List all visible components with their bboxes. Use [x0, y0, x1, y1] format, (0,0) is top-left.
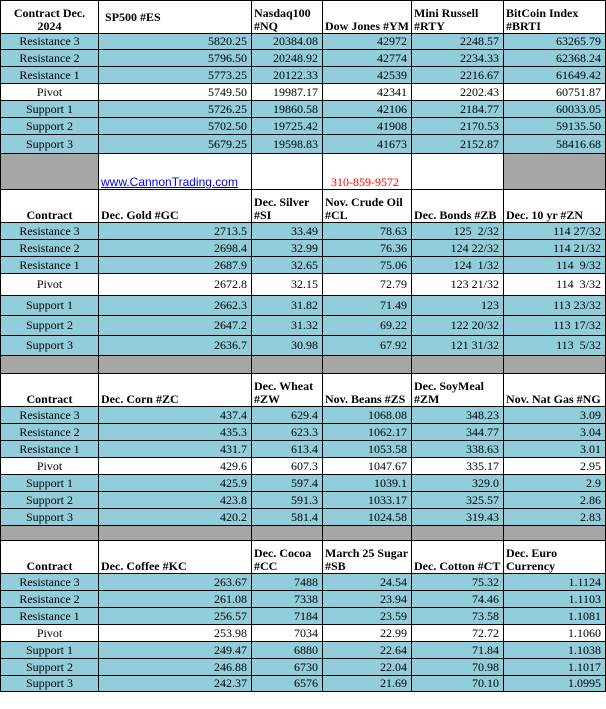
instrument-header: Dec. 10 yr #ZN — [504, 190, 606, 223]
level-value: 1033.17 — [323, 492, 412, 509]
level-value: 5679.25 — [99, 135, 252, 154]
level-value: 2698.4 — [99, 240, 252, 257]
level-value: 7488 — [252, 574, 323, 591]
section-header-row — [1, 190, 606, 223]
level-value: 3.09 — [504, 407, 606, 424]
level-value: 41673 — [323, 135, 412, 154]
level-value: 246.88 — [99, 659, 252, 676]
level-value: 6730 — [252, 659, 323, 676]
website-link[interactable]: www.CannonTrading.com — [101, 175, 238, 189]
level-value: 2184.77 — [412, 101, 504, 118]
section-separator — [1, 356, 606, 374]
instrument-header: Nov. Nat Gas #NG — [504, 374, 606, 407]
instrument-header: Mini Russell #RTY — [412, 1, 504, 34]
level-label: Resistance 3 — [1, 407, 99, 424]
section-separator — [1, 526, 606, 541]
instrument-header: Dec. Corn #ZC — [99, 374, 252, 407]
level-value: 124 22/32 — [412, 240, 504, 257]
level-value: 1053.58 — [323, 441, 412, 458]
level-value: 42774 — [323, 50, 412, 67]
instrument-header: Nasdaq100 #NQ — [252, 1, 323, 34]
table-row — [1, 135, 606, 154]
level-value: 597.4 — [252, 475, 323, 492]
level-label: Resistance 1 — [1, 608, 99, 625]
level-value: 59135.50 — [504, 118, 606, 135]
instrument-header: Dec. Wheat #ZW — [252, 374, 323, 407]
level-value: 256.57 — [99, 608, 252, 625]
level-value: 6880 — [252, 642, 323, 659]
level-value: 607.3 — [252, 458, 323, 475]
level-value: 1.1103 — [504, 591, 606, 608]
table-row — [1, 34, 606, 50]
table-row — [1, 591, 606, 608]
level-value: 72.79 — [323, 274, 412, 296]
table-row — [1, 407, 606, 424]
level-value: 431.7 — [99, 441, 252, 458]
level-value: 5749.50 — [99, 84, 252, 101]
table-row — [1, 296, 606, 316]
level-value: 5773.25 — [99, 67, 252, 84]
level-value: 1.1124 — [504, 574, 606, 591]
level-label: Support 2 — [1, 118, 99, 135]
level-value: 7184 — [252, 608, 323, 625]
level-value: 114 9/32 — [504, 257, 606, 274]
instrument-header: Nov. Beans #ZS — [323, 374, 412, 407]
level-value: 2713.5 — [99, 223, 252, 240]
level-value: 125 2/32 — [412, 223, 504, 240]
contract-header: Contract — [1, 190, 99, 223]
level-value: 71.84 — [412, 642, 504, 659]
table-row — [1, 257, 606, 274]
instrument-header: Dec. Cocoa #CC — [252, 541, 323, 574]
level-value: 32.65 — [252, 257, 323, 274]
level-value: 7034 — [252, 625, 323, 642]
level-value: 20122.33 — [252, 67, 323, 84]
table-row — [1, 625, 606, 642]
level-value: 591.3 — [252, 492, 323, 509]
level-label: Resistance 3 — [1, 223, 99, 240]
level-label: Resistance 2 — [1, 240, 99, 257]
contract-header: Contract Dec. 2024 — [1, 1, 99, 34]
level-label: Resistance 2 — [1, 424, 99, 441]
level-value: 5796.50 — [99, 50, 252, 67]
instrument-header: Dec. Silver #SI — [252, 190, 323, 223]
instrument-header: Nov. Crude Oil #CL — [323, 190, 412, 223]
level-value: 429.6 — [99, 458, 252, 475]
level-label: Resistance 1 — [1, 441, 99, 458]
level-value: 2216.67 — [412, 67, 504, 84]
level-value: 263.67 — [99, 574, 252, 591]
level-value: 114 21/32 — [504, 240, 606, 257]
level-value: 261.08 — [99, 591, 252, 608]
table-row — [1, 223, 606, 240]
level-value: 5726.25 — [99, 101, 252, 118]
instrument-header: Dec. Cotton #CT — [412, 541, 504, 574]
level-value: 74.46 — [412, 591, 504, 608]
level-label: Support 2 — [1, 659, 99, 676]
level-value: 5702.50 — [99, 118, 252, 135]
level-value: 19860.58 — [252, 101, 323, 118]
level-value: 1024.58 — [323, 509, 412, 526]
level-label: Pivot — [1, 84, 99, 101]
level-value: 123 21/32 — [412, 274, 504, 296]
level-label: Support 3 — [1, 135, 99, 154]
table-row — [1, 274, 606, 296]
level-value: 348.23 — [412, 407, 504, 424]
level-value: 629.4 — [252, 407, 323, 424]
level-label: Support 1 — [1, 296, 99, 316]
level-label: Support 2 — [1, 316, 99, 336]
level-value: 113 5/32 — [504, 336, 606, 356]
level-value: 121 31/32 — [412, 336, 504, 356]
level-value: 1.1060 — [504, 625, 606, 642]
level-value: 30.98 — [252, 336, 323, 356]
level-value: 123 — [412, 296, 504, 316]
level-value: 319.43 — [412, 509, 504, 526]
section-header-row — [1, 1, 606, 34]
level-value: 70.98 — [412, 659, 504, 676]
level-label: Resistance 3 — [1, 574, 99, 591]
level-value: 42106 — [323, 101, 412, 118]
level-value: 7338 — [252, 591, 323, 608]
section-header-row — [1, 374, 606, 407]
level-value: 23.94 — [323, 591, 412, 608]
instrument-header: March 25 Sugar #SB — [323, 541, 412, 574]
level-value: 60033.05 — [504, 101, 606, 118]
level-value: 61649.42 — [504, 67, 606, 84]
level-value: 423.8 — [99, 492, 252, 509]
level-value: 613.4 — [252, 441, 323, 458]
level-value: 2.86 — [504, 492, 606, 509]
instrument-header: Dec. Bonds #ZB — [412, 190, 504, 223]
level-value: 31.82 — [252, 296, 323, 316]
level-value: 22.64 — [323, 642, 412, 659]
level-label: Support 3 — [1, 509, 99, 526]
level-value: 581.4 — [252, 509, 323, 526]
level-label: Resistance 3 — [1, 34, 99, 50]
table-row — [1, 50, 606, 67]
level-value: 75.32 — [412, 574, 504, 591]
level-label: Pivot — [1, 458, 99, 475]
table-row — [1, 458, 606, 475]
level-value: 60751.87 — [504, 84, 606, 101]
level-value: 1.1038 — [504, 642, 606, 659]
level-label: Resistance 1 — [1, 257, 99, 274]
instrument-header: Dec. Euro Currency — [504, 541, 606, 574]
level-value: 23.59 — [323, 608, 412, 625]
level-value: 1047.67 — [323, 458, 412, 475]
level-value: 124 1/32 — [412, 257, 504, 274]
level-value: 338.63 — [412, 441, 504, 458]
instrument-header: SP500 #ES — [99, 1, 252, 34]
table-row — [1, 118, 606, 135]
instrument-header: Dow Jones #YM — [323, 1, 412, 34]
level-value: 62368.24 — [504, 50, 606, 67]
level-value: 78.63 — [323, 223, 412, 240]
table-row — [1, 240, 606, 257]
level-label: Resistance 1 — [1, 67, 99, 84]
level-value: 2647.2 — [99, 316, 252, 336]
level-value: 20384.08 — [252, 34, 323, 50]
level-value: 19725.42 — [252, 118, 323, 135]
level-value: 73.58 — [412, 608, 504, 625]
table-row — [1, 676, 606, 692]
level-value: 22.04 — [323, 659, 412, 676]
level-value: 19987.17 — [252, 84, 323, 101]
level-value: 5820.25 — [99, 34, 252, 50]
level-value: 1.1081 — [504, 608, 606, 625]
level-value: 344.77 — [412, 424, 504, 441]
instrument-header: BitCoin Index #BRTI — [504, 1, 606, 34]
level-value: 2.9 — [504, 475, 606, 492]
level-value: 22.99 — [323, 625, 412, 642]
level-value: 420.2 — [99, 509, 252, 526]
level-value: 425.9 — [99, 475, 252, 492]
table-row — [1, 608, 606, 625]
level-value: 335.17 — [412, 458, 504, 475]
phone-number: 310-859-9572 — [331, 175, 399, 189]
level-value: 1.0995 — [504, 676, 606, 692]
level-value: 2687.9 — [99, 257, 252, 274]
level-value: 249.47 — [99, 642, 252, 659]
level-label: Resistance 2 — [1, 50, 99, 67]
contract-header: Contract — [1, 541, 99, 574]
instrument-header: Dec. Coffee #KC — [99, 541, 252, 574]
level-value: 3.01 — [504, 441, 606, 458]
level-value: 76.36 — [323, 240, 412, 257]
level-label: Support 3 — [1, 336, 99, 356]
level-label: Support 3 — [1, 676, 99, 692]
level-value: 3.04 — [504, 424, 606, 441]
instrument-header: Dec. Gold #GC — [99, 190, 252, 223]
level-label: Pivot — [1, 274, 99, 296]
level-value: 253.98 — [99, 625, 252, 642]
level-value: 329.0 — [412, 475, 504, 492]
level-label: Support 2 — [1, 492, 99, 509]
section-separator — [1, 154, 606, 190]
level-value: 32.15 — [252, 274, 323, 296]
table-row — [1, 424, 606, 441]
level-value: 2.95 — [504, 458, 606, 475]
level-value: 1.1017 — [504, 659, 606, 676]
table-row — [1, 492, 606, 509]
level-value: 19598.83 — [252, 135, 323, 154]
level-value: 41908 — [323, 118, 412, 135]
section-header-row — [1, 541, 606, 574]
level-value: 2672.8 — [99, 274, 252, 296]
table-row — [1, 336, 606, 356]
level-value: 42972 — [323, 34, 412, 50]
level-value: 114 3/32 — [504, 274, 606, 296]
level-value: 1068.08 — [323, 407, 412, 424]
level-value: 2202.43 — [412, 84, 504, 101]
level-value: 67.92 — [323, 336, 412, 356]
level-value: 32.99 — [252, 240, 323, 257]
level-label: Support 1 — [1, 475, 99, 492]
level-label: Pivot — [1, 625, 99, 642]
level-value: 24.54 — [323, 574, 412, 591]
level-value: 58416.68 — [504, 135, 606, 154]
contract-header: Contract — [1, 374, 99, 407]
level-value: 75.06 — [323, 257, 412, 274]
level-value: 437.4 — [99, 407, 252, 424]
level-value: 31.32 — [252, 316, 323, 336]
level-value: 2152.87 — [412, 135, 504, 154]
table-row — [1, 316, 606, 336]
level-value: 6576 — [252, 676, 323, 692]
level-value: 21.69 — [323, 676, 412, 692]
level-value: 2636.7 — [99, 336, 252, 356]
level-value: 623.3 — [252, 424, 323, 441]
level-value: 42341 — [323, 84, 412, 101]
level-value: 1062.17 — [323, 424, 412, 441]
instrument-header: Dec. SoyMeal #ZM — [412, 374, 504, 407]
table-row — [1, 574, 606, 591]
table-row — [1, 441, 606, 458]
table-row — [1, 67, 606, 84]
level-value: 63265.79 — [504, 34, 606, 50]
table-row — [1, 509, 606, 526]
level-value: 42539 — [323, 67, 412, 84]
level-value: 2170.53 — [412, 118, 504, 135]
level-value: 69.22 — [323, 316, 412, 336]
level-value: 2248.57 — [412, 34, 504, 50]
level-value: 435.3 — [99, 424, 252, 441]
table-row — [1, 475, 606, 492]
table-row — [1, 642, 606, 659]
level-value: 325.57 — [412, 492, 504, 509]
level-value: 2662.3 — [99, 296, 252, 316]
level-value: 72.72 — [412, 625, 504, 642]
level-value: 70.10 — [412, 676, 504, 692]
level-label: Support 1 — [1, 642, 99, 659]
level-value: 20248.92 — [252, 50, 323, 67]
level-label: Support 1 — [1, 101, 99, 118]
level-value: 33.49 — [252, 223, 323, 240]
level-value: 113 23/32 — [504, 296, 606, 316]
level-value: 242.37 — [99, 676, 252, 692]
table-row — [1, 84, 606, 101]
level-value: 2234.33 — [412, 50, 504, 67]
level-value: 114 27/32 — [504, 223, 606, 240]
level-label: Resistance 2 — [1, 591, 99, 608]
table-row — [1, 659, 606, 676]
level-value: 71.49 — [323, 296, 412, 316]
table-row — [1, 101, 606, 118]
level-value: 2.83 — [504, 509, 606, 526]
level-value: 1039.1 — [323, 475, 412, 492]
level-value: 122 20/32 — [412, 316, 504, 336]
level-value: 113 17/32 — [504, 316, 606, 336]
